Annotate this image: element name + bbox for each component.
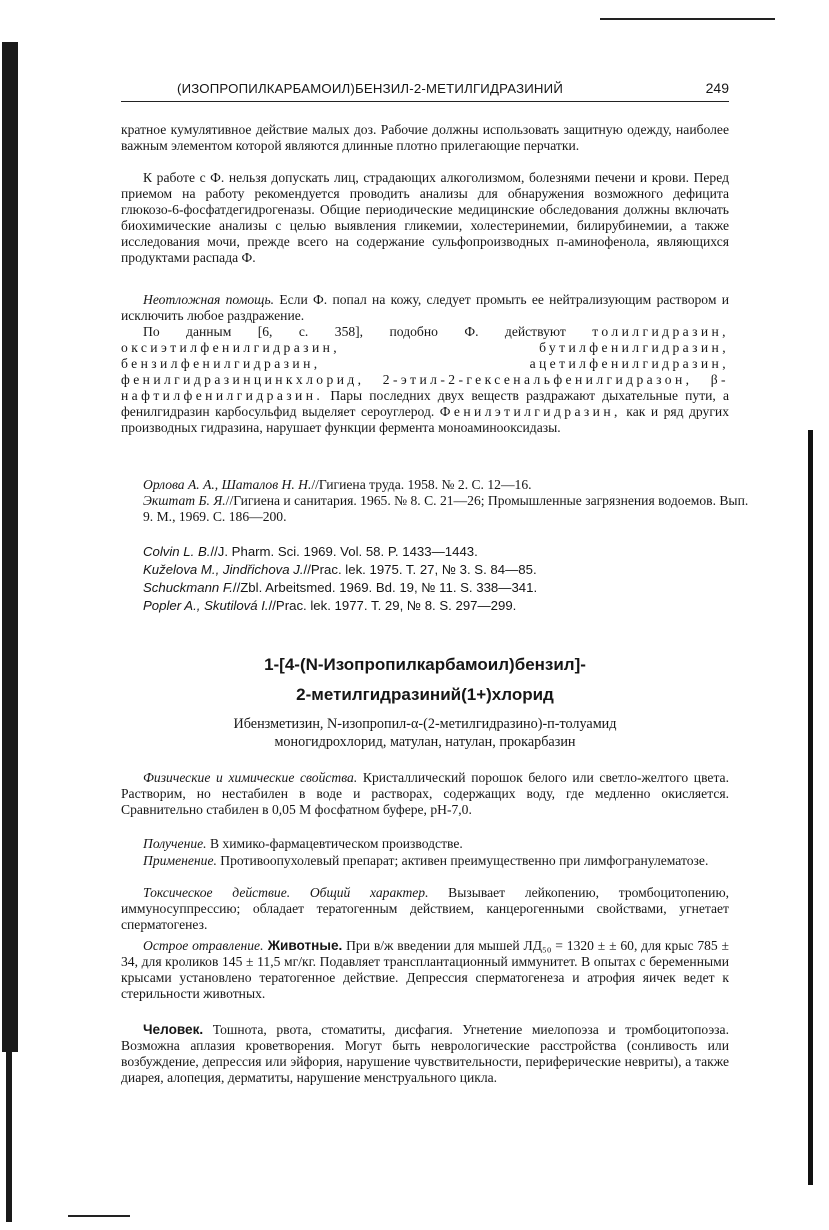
paragraph-related-compounds [121, 324, 729, 436]
synonyms-line2: моногидрохлорид, матулан, натулан, прокарбазин [274, 734, 576, 750]
section-physical-properties [121, 770, 729, 818]
scan-edge-right [808, 430, 813, 1185]
reference-lat-4 [121, 598, 751, 614]
related-conclusion: как и ряд других производных гидразина, нарушает функции фермента моноаминооксидазы. [121, 404, 729, 435]
section-human [121, 1022, 729, 1086]
page-header [121, 79, 729, 102]
toxic-action-label: Токсическое действие. Общий характер. [143, 885, 429, 900]
physical-properties-text: Кристаллический порошок белого или светло-желтого цвета. Растворим, но нестабилен в воде и растворах, содержащих воду, где медленно окисляется. Сравнительно стабилен в 0,05 М фосфатном буфере, рН-7,0. [121, 770, 729, 817]
scan-mark-top [600, 18, 775, 20]
page-number: 249 [705, 80, 729, 96]
reference-source: //J. Pharm. Sci. 1969. Vol. 58. P. 1433—1443. [210, 544, 478, 559]
reference-source: //Zbl. Arbeitsmed. 1969. Bd. 19, № 11. S. 338—341. [232, 580, 538, 595]
toxic-action-text: Вызывает лейкопению, тромбоцитопению, иммуносуппрессию; обладает тератогенным действием, канцерогенными свойствами, угнетает сперматогенез. [121, 885, 729, 932]
compound-title-line1: 1-[4-(N-Изопропилкарбамоил)бензил]- [264, 655, 586, 674]
human-text: Тошнота, рвота, стоматиты, дисфагия. Угнетение миелопоэза и тромбоцитопоэза. Возможна аплазия кроветворения. Могут быть неврологические расстройства (сонливость или возбуждение, депрессия или эйфория, нарушение чувствительности, периферические невриты), а также диарея, алопеция, дерматиты, нарушение менструального цикла. [121, 1022, 729, 1085]
section-acute-poisoning [121, 938, 729, 1002]
compound-title-line2: 2-метилгидразиний(1+)хлорид [296, 685, 554, 704]
reference-source: //Prac. lek. 1977. T. 29, № 8. S. 297—299. [268, 598, 517, 613]
running-title: (ИЗОПРОПИЛКАРБАМОИЛ)БЕНЗИЛ-2-МЕТИЛГИДРАЗИНИЙ [177, 81, 563, 96]
application-text: Противоопухолевый препарат; активен преимущественно при лимфогранулематозе. [216, 853, 709, 868]
reference-lat-1 [121, 544, 751, 560]
acute-poisoning-text: При в/ж введении для мышей ЛД₅₀ = 1320 ± ± 60, для крыс 785 ± 34, для кроликов 145 ± 11,5 мг/кг. Подавляет трансплантационный иммунитет. В опытах с беременными крысами установлено тератогенное действие. Депрессия сперматогенеза и атрофия яичек ведет к стерильности животных. [121, 938, 729, 1001]
reference-lat-2 [121, 562, 751, 578]
reference-source: //Гигиена труда. 1958. № 2. С. 12—16. [311, 477, 532, 492]
reference-source: //Гигиена и санитария. 1965. № 8. С. 21—26; Промышленные загрязнения водоемов. Вып. 9. М., 1969. С. 186—200. [143, 493, 749, 524]
reference-authors: Colvin L. B. [143, 544, 211, 559]
application-label: Применение. [143, 853, 217, 868]
reference-authors: Schuckmann F. [143, 580, 233, 595]
first-aid-text: Если Ф. попал на кожу, следует промыть ее нейтрализующим раствором и исключить любое раздражение. [121, 292, 729, 323]
reference-authors: Орлова А. А., Шаталов Н. Н. [143, 477, 312, 492]
animals-label: Животные. [263, 938, 343, 953]
compound-title [121, 653, 729, 707]
acute-poisoning-label: Острое отравление. [143, 938, 264, 953]
paragraph-medical-screening: К работе с Ф. нельзя допускать лиц, страдающих алкоголизмом, болезнями печени и крови. Перед приемом на работу рекомендуется проводить анализы для обнаружения возможного дефицита глюкозо-6-фосфатдегидрогеназы. Общие периодические медицинские обследования должны включать биохимические анализы с целью выявления гликемии, холестеринемии, билирубинемии, а также исследования мочи, прежде всего на содержание сульфопроизводных п-аминофенола, являющихся продуктами распада Ф. [121, 170, 729, 265]
scan-mark-bottom [68, 1215, 130, 1217]
reference-lat-3 [121, 580, 751, 596]
reference-ru-1 [121, 477, 751, 493]
reference-authors: Экштат Б. Я. [143, 493, 226, 508]
related-intro: По данным [6, с. 358], подобно Ф. действуют [143, 324, 593, 339]
production-label: Получение. [143, 836, 207, 851]
synonyms-line1: Ибензметизин, N-изопропил-α-(2-метилгидразино)-п-толуамид [233, 716, 617, 732]
paragraph-continuation: кратное кумулятивное действие малых доз. Рабочие должны использовать защитную одежду, наиболее важным элементом которой являются длинные плотно прилегающие перчатки. [121, 122, 729, 153]
first-aid-label: Неотложная помощь. [143, 292, 275, 307]
related-compound-list: толилгидразин, оксиэтилфенилгидразин, бутилфенилгидразин, бензилфенилгидразин, ацетилфенилгидразин, фенилгидразинцинкхлорид, 2-этил-2-гексенальфенилгидразон, β-нафтилфенилгидразин. [121, 324, 729, 403]
reference-ru-2 [121, 493, 751, 525]
physical-properties-label: Физические и химические свойства. [143, 770, 358, 785]
scan-edge-left [2, 42, 18, 1052]
related-compound-name: Фенилэтилгидразин, [439, 404, 621, 419]
section-toxic-action [121, 885, 729, 933]
compound-synonyms [121, 715, 729, 751]
reference-authors: Popler A., Skutilová I. [143, 598, 269, 613]
reference-authors: Kuželova M., Jindřichova J. [143, 562, 304, 577]
human-label: Человек. [143, 1022, 204, 1037]
section-production [121, 836, 729, 852]
scan-edge-left-lower [6, 1052, 12, 1222]
section-application [121, 853, 729, 869]
paragraph-first-aid [121, 292, 729, 324]
reference-source: //Prac. lek. 1975. T. 27, № 3. S. 84—85. [303, 562, 537, 577]
production-text: В химико-фармацевтическом производстве. [206, 836, 463, 851]
related-effects: Пары последних двух веществ раздражают дыхательные пути, а фенилгидразин карбосульфид выделяет сероуглерод. [121, 388, 729, 419]
